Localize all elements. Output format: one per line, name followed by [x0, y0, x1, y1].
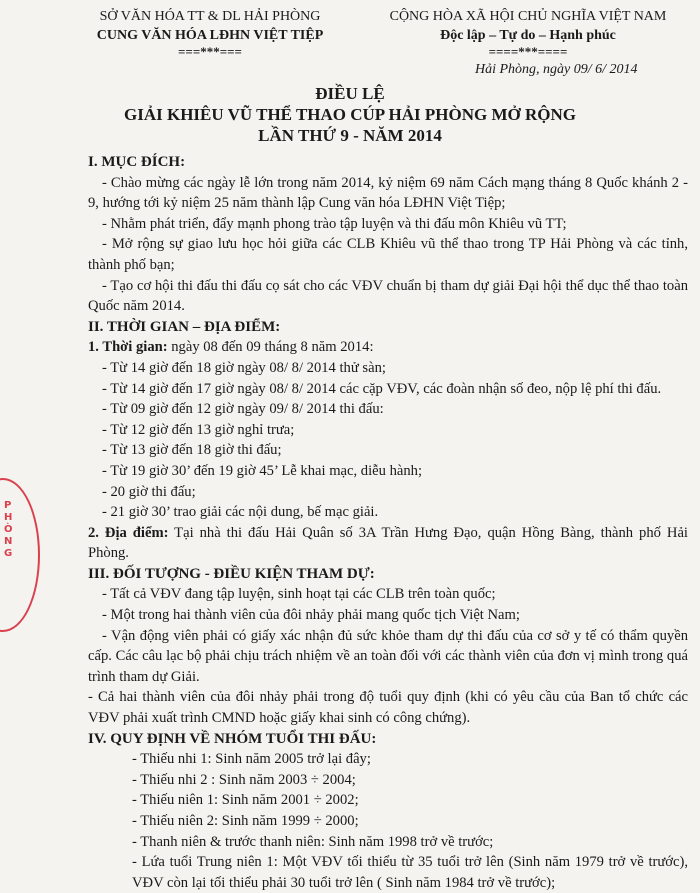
- section-heading-purpose: I. MỤC ĐÍCH:: [88, 154, 186, 170]
- age-group-item: - Thiếu nhi 1: Sinh năm 2005 trở lại đây;: [132, 751, 371, 768]
- time-label: 1. Thời gian:: [88, 339, 168, 356]
- purpose-paragraph: - Tạo cơ hội thi đấu thi đấu cọ sát cho các VĐV chuẩn bị tham dự giải Đại hội thể dục thể thao toàn Quốc năm 2014.: [88, 277, 688, 315]
- time-text: ngày 08 đến 09 tháng 8 năm 2014:: [167, 339, 374, 356]
- issuer-organization: CUNG VĂN HÓA LĐHN VIỆT TIỆP: [96, 28, 324, 43]
- schedule-item: - Từ 14 giờ đến 18 giờ ngày 08/ 8/ 2014 thử sàn;: [102, 359, 386, 376]
- eligibility-paragraph: - Cả hai thành viên của đôi nhảy phải trong độ tuổi quy định (khi có yêu cầu của Ban tổ chức các VĐV phải xuất trình CMND hoặc giấy khai sinh có công chứng).: [88, 689, 688, 727]
- document-date: Hải Phòng, ngày 09/ 6/ 2014: [475, 62, 638, 77]
- purpose-paragraph: - Nhằm phát triển, đẩy mạnh phong trào tập luyện và thi đấu môn Khiêu vũ TT;: [102, 215, 567, 232]
- national-header: [378, 8, 678, 59]
- national-motto: Độc lập – Tự do – Hạnh phúc: [440, 28, 616, 43]
- national-divider: ====***====: [488, 44, 568, 59]
- stamp-text: PHÒNG: [4, 500, 13, 559]
- place-label: 2. Địa điểm:: [88, 524, 169, 541]
- schedule-item: - Từ 12 giờ đến 13 giờ nghỉ trưa;: [102, 421, 295, 438]
- age-group-item: - Thiếu niên 1: Sinh năm 2001 ÷ 2002;: [132, 792, 359, 809]
- purpose-paragraph: - Mở rộng sự giao lưu học hỏi giữa các CLB Khiêu vũ thể thao trong TP Hải Phòng và các tỉnh, thành phố bạn;: [88, 236, 688, 273]
- time-line: [88, 337, 688, 358]
- age-group-item: - Thiếu niên 2: Sinh năm 1999 ÷ 2000;: [132, 813, 359, 829]
- national-title: CỘNG HÒA XÃ HỘI CHỦ NGHĨA VIỆT NAM: [389, 9, 667, 24]
- issuer-department: SỞ VĂN HÓA TT & DL HẢI PHÒNG: [99, 9, 321, 24]
- document-body: [88, 152, 688, 893]
- schedule-item: - 21 giờ 30’ trao giải các nội dung, bế mạc giải.: [102, 504, 379, 521]
- eligibility-paragraph: - Tất cả VĐV đang tập luyện, sinh hoạt tại các CLB trên toàn quốc;: [102, 586, 496, 603]
- eligibility-paragraph: - Vận động viên phải có giấy xác nhận đủ sức khỏe tham dự thi đấu của cơ sở y tế có thẩm quyền cấp. Các câu lạc bộ phải chịu trách nhiệm về an toàn đối với các thành viên của đơn vị mình trong quá trình tham dự Giải.: [88, 627, 688, 685]
- issuer-divider: ===***===: [178, 44, 242, 59]
- age-group-item: - Thanh niên & trước thanh niên: Sinh năm 1998 trở về trước;: [132, 833, 494, 850]
- age-group-item: - Lứa tuổi Trung niên 1: Một VĐV tối thiểu từ 35 tuổi trở lên (Sinh năm 1979 trở về trước), VĐV còn lại tối thiểu phải 30 tuổi trở lên ( Sinh năm 1984 trở về trước);: [132, 854, 688, 891]
- section-heading-time-place: II. THỜI GIAN – ĐỊA ĐIỂM:: [88, 318, 281, 335]
- document-edition: LẦN THỨ 9 - NĂM 2014: [258, 126, 442, 145]
- schedule-item: - Từ 09 giờ đến 12 giờ ngày 09/ 8/ 2014 thi đấu:: [102, 401, 384, 418]
- red-seal-stamp: [0, 478, 40, 632]
- schedule-item: - Từ 13 giờ đến 18 giờ thi đấu;: [102, 442, 282, 459]
- schedule-item: - 20 giờ thi đấu;: [102, 483, 196, 500]
- section-heading-eligibility: III. ĐỐI TƯỢNG - ĐIỀU KIỆN THAM DỰ:: [88, 565, 375, 582]
- eligibility-paragraph: - Một trong hai thành viên của đôi nhảy phải mang quốc tịch Việt Nam;: [102, 607, 520, 624]
- place-line: [88, 523, 688, 564]
- issuer-header: [60, 8, 360, 59]
- place-text: Tại nhà thi đấu Hải Quân số 3A Trần Hưng Đạo, quận Hồng Bàng, thành phố Hải Phòng.: [88, 524, 688, 562]
- schedule-item: - Từ 19 giờ 30’ đến 19 giờ 45’ Lễ khai mạc, diễu hành;: [102, 462, 423, 479]
- document-title: ĐIỀU LỆ: [315, 84, 385, 103]
- section-heading-age-groups: IV. QUY ĐỊNH VỀ NHÓM TUỔI THI ĐẤU:: [88, 730, 377, 747]
- purpose-paragraph: - Chào mừng các ngày lễ lớn trong năm 2014, kỷ niệm 69 năm Cách mạng tháng 8 Quốc khánh 2 - 9, hướng tới kỷ niệm 25 năm thành lập Cung văn hóa LĐHN Việt Tiệp;: [88, 174, 688, 212]
- schedule-item: - Từ 14 giờ đến 17 giờ ngày 08/ 8/ 2014 các cặp VĐV, các đoàn nhận số đeo, nộp lệ phí thi đấu.: [102, 380, 662, 397]
- document-subtitle: GIẢI KHIÊU VŨ THỂ THAO CÚP HẢI PHÒNG MỞ RỘNG: [124, 105, 576, 124]
- age-group-item: - Thiếu nhi 2 : Sinh năm 2003 ÷ 2004;: [132, 771, 356, 788]
